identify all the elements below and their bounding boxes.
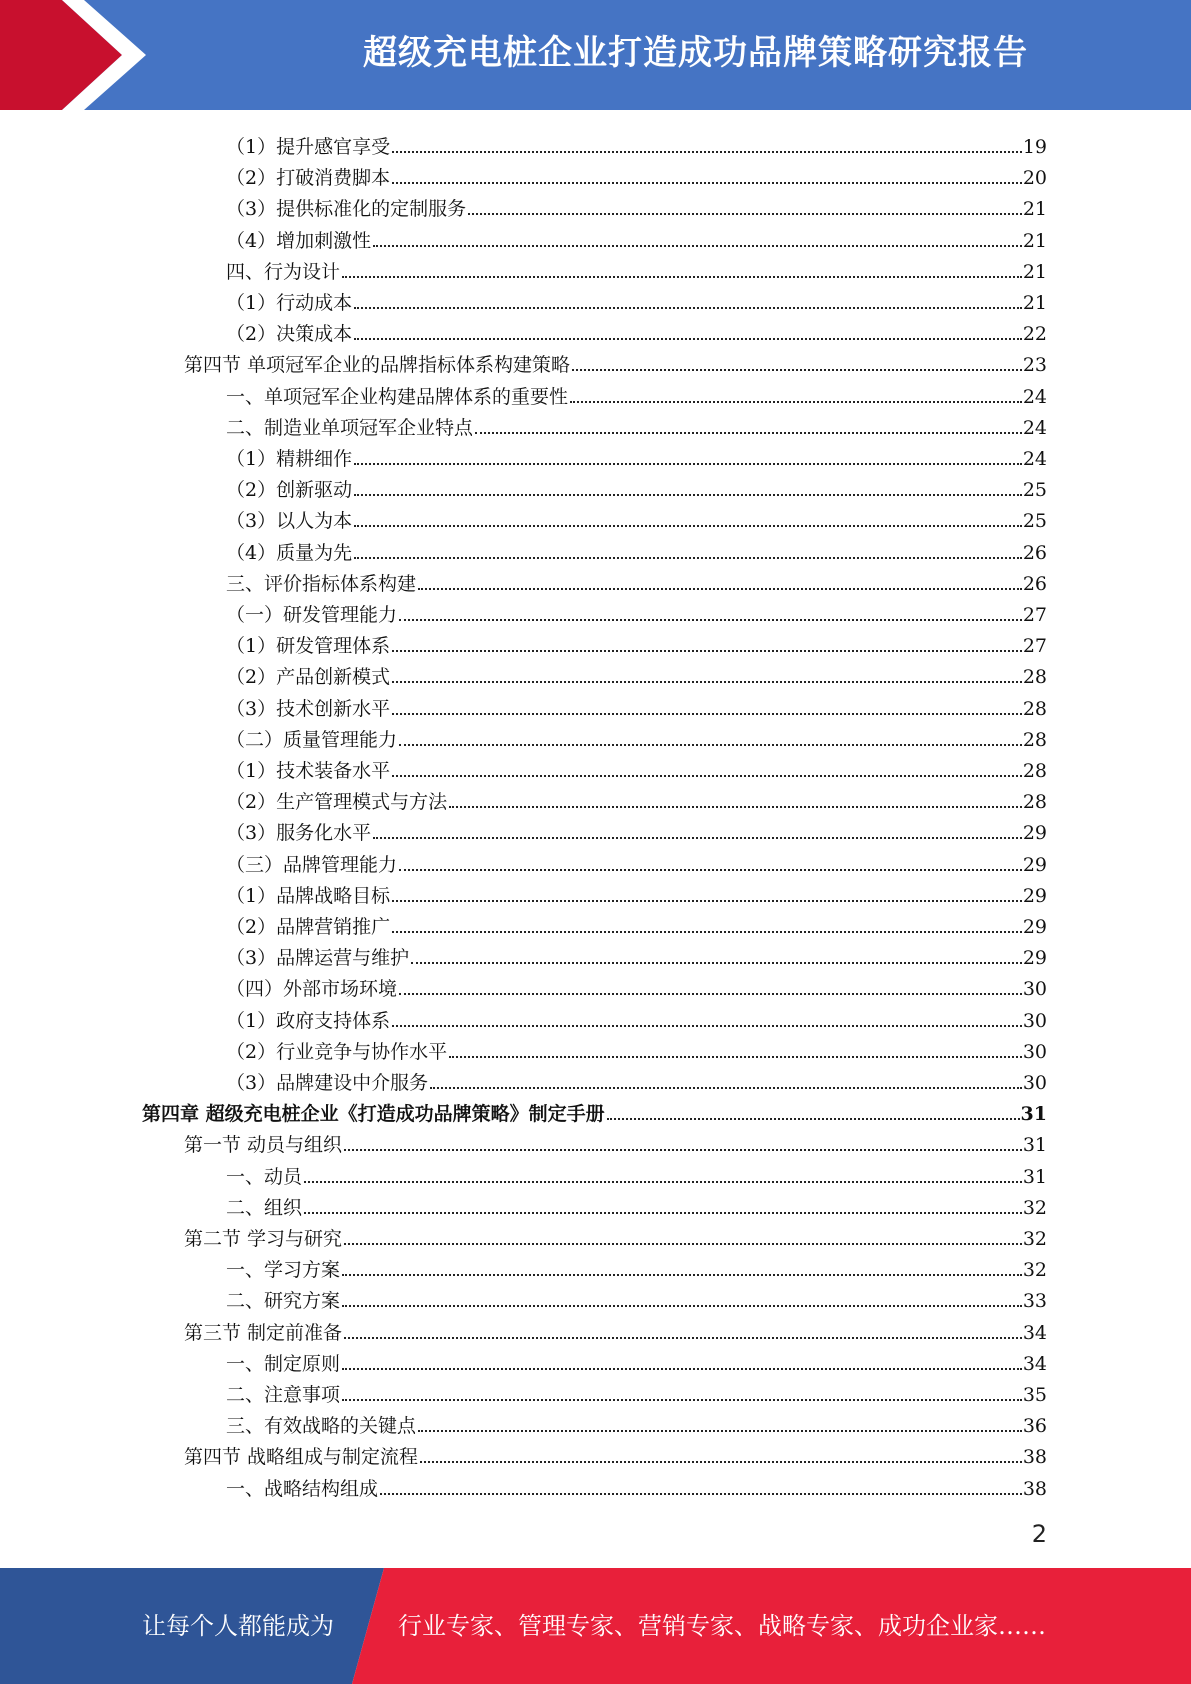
- toc-dot-leader: [399, 869, 1022, 871]
- toc-dot-leader: [380, 1493, 1022, 1495]
- toc-entry-label: （1）技术装备水平: [226, 760, 391, 782]
- toc-entry-page: 32: [1022, 1228, 1047, 1250]
- toc-entry-label: 四、行为设计: [226, 260, 341, 283]
- toc-entry[interactable]: [226, 627, 1047, 658]
- toc-entry-label: （4）质量为先: [226, 541, 353, 564]
- toc-dot-leader: [468, 213, 1022, 215]
- toc-entry-page: 27: [1022, 635, 1047, 658]
- toc-dot-leader: [475, 432, 1022, 434]
- toc-dot-leader: [449, 806, 1022, 808]
- toc-entry[interactable]: [226, 752, 1047, 783]
- toc-dot-leader: [418, 588, 1022, 590]
- toc-entry[interactable]: [226, 1470, 1047, 1501]
- toc-entry-page: 20: [1022, 167, 1047, 190]
- toc-entry-label: （4）增加刺激性: [226, 229, 372, 252]
- toc-dot-leader: [392, 650, 1022, 652]
- toc-entry-label: （2）产品创新模式: [226, 666, 391, 689]
- toc-entry-page: 34: [1022, 1352, 1047, 1375]
- toc-entry-label: 一、单项冠军企业构建品牌体系的重要性: [226, 385, 569, 408]
- toc-dot-leader: [399, 993, 1022, 995]
- toc-entry-label: （3）以人为本: [226, 510, 353, 533]
- toc-entry-page: 30: [1022, 1072, 1047, 1094]
- toc-entry-label: （1）研发管理体系: [226, 635, 391, 658]
- toc-entry-label: 一、动员: [226, 1165, 303, 1188]
- toc-dot-leader: [354, 494, 1022, 496]
- toc-entry-label: （3）技术创新水平: [226, 697, 391, 720]
- toc-entry-label: 第一节 动员与组织: [184, 1134, 343, 1157]
- toc-dot-leader: [392, 931, 1022, 933]
- toc-dot-leader: [354, 557, 1022, 559]
- toc-entry-label: （2）行业竞争与协作水平: [226, 1040, 448, 1063]
- toc-entry-label: 二、注意事项: [226, 1384, 341, 1406]
- toc-entry-label: （1）精耕细作: [226, 448, 353, 470]
- toc-dot-leader: [392, 182, 1022, 184]
- toc-dot-leader: [304, 1212, 1022, 1214]
- toc-entry-label: 三、评价指标体系构建: [226, 572, 417, 595]
- toc-dot-leader: [354, 307, 1022, 309]
- toc-dot-leader: [304, 1181, 1022, 1183]
- toc-entry-label: （3）服务化水平: [226, 822, 372, 845]
- toc-entry-page: 30: [1022, 1009, 1047, 1032]
- toc-entry-page: 24: [1022, 448, 1047, 470]
- toc-dot-leader: [411, 962, 1022, 964]
- toc-entry[interactable]: [226, 222, 1047, 253]
- toc-entry-label: （三）品牌管理能力: [226, 853, 398, 876]
- toc-entry[interactable]: [184, 1126, 1047, 1157]
- toc-dot-leader: [392, 775, 1022, 777]
- toc-entry-label: （2）生产管理模式与方法: [226, 791, 448, 814]
- toc-entry-label: （四）外部市场环境: [226, 978, 398, 1001]
- toc-dot-leader: [342, 1305, 1022, 1307]
- toc-entry-label: 一、制定原则: [226, 1352, 341, 1375]
- toc-entry[interactable]: [226, 846, 1047, 877]
- toc-entry[interactable]: [226, 159, 1047, 190]
- toc-entry-page: 30: [1022, 1040, 1047, 1063]
- toc-entry-page: 28: [1022, 760, 1047, 782]
- toc-entry-page: 31: [1020, 1103, 1047, 1126]
- toc-entry[interactable]: [142, 1095, 1047, 1126]
- toc-dot-leader: [342, 276, 1022, 278]
- toc-entry-page: 21: [1022, 292, 1047, 314]
- toc-entry-label: （2）打破消费脚本: [226, 167, 391, 190]
- toc-entry[interactable]: [226, 190, 1047, 221]
- toc-entry-label: （3）品牌运营与维护: [226, 947, 410, 970]
- toc-dot-leader: [392, 713, 1022, 715]
- toc-entry[interactable]: [226, 877, 1047, 908]
- toc-dot-leader: [342, 1399, 1022, 1401]
- toc-dot-leader: [392, 1025, 1022, 1027]
- toc-entry-page: 28: [1022, 697, 1047, 720]
- page-footer: [0, 1568, 1191, 1684]
- toc-entry-label: 一、学习方案: [226, 1259, 341, 1282]
- report-title: 超级充电桩企业打造成功品牌策略研究报告: [363, 33, 1028, 73]
- toc-entry[interactable]: [226, 128, 1047, 159]
- toc-entry[interactable]: [226, 1407, 1047, 1438]
- toc-entry[interactable]: [226, 1064, 1047, 1095]
- toc-entry[interactable]: [184, 1314, 1047, 1345]
- toc-dot-leader: [344, 1337, 1022, 1339]
- toc-entry-label: 二、研究方案: [226, 1290, 341, 1313]
- toc-entry-page: 21: [1022, 198, 1047, 221]
- toc-entry-page: 28: [1022, 666, 1047, 689]
- toc-entry[interactable]: [226, 1282, 1047, 1313]
- toc-entry[interactable]: [226, 315, 1047, 346]
- toc-entry-page: 24: [1022, 385, 1047, 408]
- toc-entry[interactable]: [226, 502, 1047, 533]
- toc-entry[interactable]: [226, 378, 1047, 409]
- toc-dot-leader: [399, 619, 1022, 621]
- toc-entry-page: 29: [1022, 884, 1047, 907]
- toc-entry-page: 29: [1022, 822, 1047, 845]
- toc-dot-leader: [354, 463, 1022, 465]
- toc-entry-label: （二）质量管理能力: [226, 728, 398, 751]
- toc-entry[interactable]: [226, 409, 1047, 440]
- toc-dot-leader: [392, 151, 1022, 153]
- toc-entry-page: 22: [1022, 323, 1047, 346]
- toc-entry-page: 38: [1022, 1477, 1047, 1500]
- toc-dot-leader: [418, 1430, 1022, 1432]
- toc-entry-page: 33: [1022, 1290, 1047, 1313]
- toc-entry-page: 34: [1022, 1321, 1047, 1344]
- toc-entry-page: 28: [1022, 791, 1047, 814]
- toc-dot-leader: [354, 525, 1022, 527]
- toc-entry[interactable]: [226, 1189, 1047, 1220]
- toc-entry-label: 第四节 单项冠军企业的品牌指标体系构建策略: [184, 354, 571, 377]
- toc-dot-leader: [342, 1368, 1022, 1370]
- toc-entry-page: 26: [1022, 541, 1047, 564]
- toc-entry[interactable]: [226, 253, 1047, 284]
- toc-entry-page: 32: [1022, 1259, 1047, 1282]
- toc-entry-page: 32: [1022, 1196, 1047, 1219]
- toc-dot-leader: [399, 744, 1022, 746]
- toc-dot-leader: [430, 1087, 1022, 1089]
- toc-entry-page: 25: [1022, 510, 1047, 533]
- toc-entry-label: （1）政府支持体系: [226, 1009, 391, 1032]
- toc-entry[interactable]: [226, 596, 1047, 627]
- toc-entry-page: 31: [1022, 1165, 1047, 1188]
- toc-entry-page: 26: [1022, 572, 1047, 595]
- toc-entry-label: （2）创新驱动: [226, 479, 353, 502]
- toc-entry-page: 24: [1022, 416, 1047, 439]
- toc-entry[interactable]: [184, 1220, 1047, 1251]
- toc-entry-label: 第四章 超级充电桩企业《打造成功品牌策略》制定手册: [142, 1103, 605, 1126]
- toc-dot-leader: [373, 245, 1022, 247]
- toc-entry[interactable]: [226, 471, 1047, 502]
- toc-entry[interactable]: [226, 1251, 1047, 1282]
- toc-entry-page: 38: [1022, 1446, 1047, 1469]
- toc-entry-label: 二、制造业单项冠军企业特点: [226, 416, 474, 439]
- toc-entry-label: 一、战略结构组成: [226, 1477, 379, 1500]
- toc-entry[interactable]: [226, 1033, 1047, 1064]
- toc-entry-page: 25: [1022, 479, 1047, 502]
- toc-entry[interactable]: [226, 1376, 1047, 1407]
- toc-entry[interactable]: [184, 346, 1047, 377]
- toc-entry[interactable]: [226, 783, 1047, 814]
- toc-entry-page: 36: [1022, 1415, 1047, 1438]
- toc-entry-label: （1）提升感官享受: [226, 136, 391, 158]
- toc-dot-leader: [354, 338, 1022, 340]
- toc-entry-label: 二、组织: [226, 1196, 303, 1219]
- toc-entry[interactable]: [226, 939, 1047, 970]
- toc-dot-leader: [392, 900, 1022, 902]
- toc-entry-label: （一）研发管理能力: [226, 604, 398, 626]
- page-header: [0, 0, 1191, 110]
- toc-entry[interactable]: [226, 440, 1047, 471]
- toc-entry-label: （1）品牌战略目标: [226, 884, 391, 907]
- toc-dot-leader: [392, 681, 1022, 683]
- toc-entry[interactable]: [226, 721, 1047, 752]
- toc-entry[interactable]: [226, 970, 1047, 1001]
- toc-entry-label: 第三节 制定前准备: [184, 1321, 343, 1344]
- toc-entry-page: 30: [1022, 978, 1047, 1001]
- toc-entry-page: 28: [1022, 728, 1047, 751]
- toc-entry-label: （1）行动成本: [226, 292, 353, 314]
- toc-entry-page: 35: [1022, 1384, 1047, 1406]
- toc-entry[interactable]: [226, 690, 1047, 721]
- toc-dot-leader: [449, 1056, 1022, 1058]
- toc-dot-leader: [373, 837, 1022, 839]
- page-number: 2: [1031, 1520, 1047, 1548]
- toc-entry[interactable]: [226, 1345, 1047, 1376]
- toc-entry-page: 21: [1022, 260, 1047, 283]
- toc-entry-page: 29: [1022, 916, 1047, 938]
- toc-dot-leader: [570, 401, 1022, 403]
- toc-entry-label: （2）决策成本: [226, 323, 353, 346]
- toc-entry[interactable]: [226, 814, 1047, 845]
- toc-entry[interactable]: [226, 1158, 1047, 1189]
- toc-entry[interactable]: [226, 284, 1047, 315]
- toc-dot-leader: [420, 1461, 1022, 1463]
- toc-entry-label: （3）提供标准化的定制服务: [226, 198, 467, 221]
- toc-entry-page: 29: [1022, 853, 1047, 876]
- toc-entry-label: （2）品牌营销推广: [226, 916, 391, 938]
- toc-dot-leader: [607, 1118, 1020, 1120]
- toc-dot-leader: [572, 369, 1022, 371]
- toc-entry-page: 27: [1022, 604, 1047, 626]
- toc-dot-leader: [344, 1243, 1022, 1245]
- toc-entry[interactable]: [184, 1438, 1047, 1469]
- toc-entry-page: 21: [1022, 229, 1047, 252]
- toc-entry-page: 29: [1022, 947, 1047, 970]
- footer-slogan-left: 让每个人都能成为: [142, 1612, 334, 1640]
- toc-entry[interactable]: [226, 534, 1047, 565]
- toc-entry-label: 三、有效战略的关键点: [226, 1415, 417, 1438]
- toc-dot-leader: [344, 1149, 1022, 1151]
- toc-entry[interactable]: [226, 908, 1047, 939]
- toc-entry[interactable]: [226, 565, 1047, 596]
- toc-dot-leader: [342, 1274, 1022, 1276]
- toc-entry-page: 19: [1022, 136, 1047, 158]
- footer-slogan-right: 行业专家、管理专家、营销专家、战略专家、成功企业家……: [398, 1612, 1046, 1640]
- toc-entry-label: （3）品牌建设中介服务: [226, 1072, 429, 1094]
- toc-entry[interactable]: [226, 1002, 1047, 1033]
- toc-entry-page: 31: [1022, 1134, 1047, 1157]
- toc-entry-label: 第四节 战略组成与制定流程: [184, 1446, 419, 1469]
- toc-entry-page: 23: [1022, 354, 1047, 377]
- toc-entry-label: 第二节 学习与研究: [184, 1228, 343, 1250]
- toc-entry[interactable]: [226, 658, 1047, 689]
